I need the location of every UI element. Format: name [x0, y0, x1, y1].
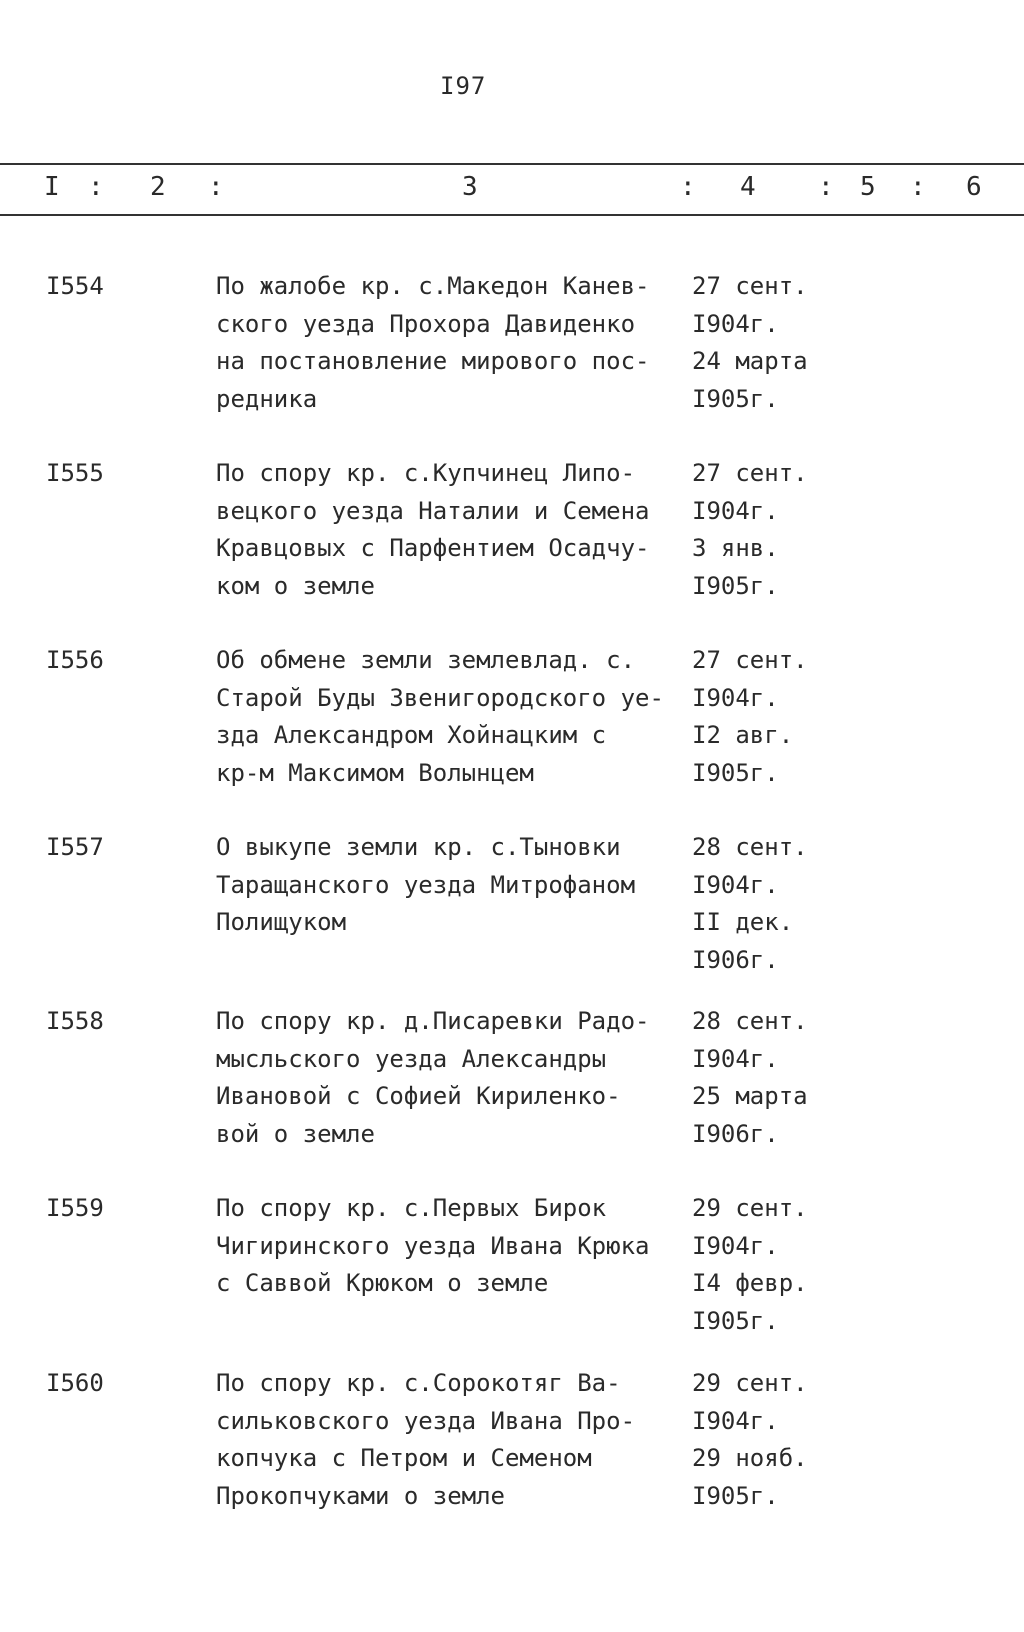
column-header-1: I	[44, 172, 60, 202]
description-line: Старой Буды Звенигородского уе-	[216, 683, 664, 712]
column-separator: :	[88, 172, 104, 202]
description-line: Полищуком	[216, 908, 347, 936]
record-description	[216, 829, 686, 942]
record-number: I555	[46, 459, 104, 487]
record-number: I558	[46, 1007, 104, 1035]
description-line: Таращанского уезда Митрофаном	[216, 870, 636, 899]
column-separator: :	[680, 172, 696, 202]
date-end-day: I4 февр.	[692, 1269, 808, 1297]
column-header-2: 2	[150, 172, 166, 202]
record-number: I554	[46, 272, 104, 300]
description-line: копчука с Петром и Семеном	[216, 1444, 592, 1472]
record-description	[216, 455, 686, 605]
date-end-day: 3 янв.	[692, 534, 779, 562]
record-number: I559	[46, 1194, 104, 1222]
description-line: на постановление мирового пос-	[216, 347, 650, 375]
date-start-day: 28 сент.	[692, 1007, 808, 1035]
description-line: сильковского уезда Ивана Про-	[216, 1406, 636, 1435]
date-start-year: I904г.	[692, 683, 779, 712]
description-line: О выкупе земли кр. с.Тыновки	[216, 833, 621, 861]
date-end-day: 25 марта	[692, 1082, 808, 1110]
column-separator: :	[818, 172, 834, 202]
date-start-day: 29 сент.	[692, 1194, 808, 1222]
date-end-day: I2 авг.	[692, 721, 794, 749]
header-bottom-rule	[0, 214, 1024, 216]
description-line: редника	[216, 384, 318, 413]
column-header-5: 5	[860, 172, 876, 202]
date-start-year: I904г.	[692, 870, 779, 899]
header-top-rule	[0, 163, 1024, 165]
column-separator: :	[910, 172, 926, 202]
record-number: I560	[46, 1369, 104, 1397]
description-line: По спору кр. д.Писаревки Радо-	[216, 1007, 650, 1035]
description-line: ского уезда Прохора Давиденко	[216, 309, 636, 338]
description-line: Кравцовых с Парфентием Осадчу-	[216, 534, 650, 562]
record-dates	[692, 829, 832, 979]
date-end-year: I905г.	[692, 571, 779, 600]
date-end-year: I905г.	[692, 758, 779, 787]
page-number: I97	[440, 72, 487, 100]
date-start-day: 28 сент.	[692, 833, 808, 861]
record-description	[216, 268, 686, 418]
record-dates	[692, 455, 832, 605]
date-start-year: I904г.	[692, 1406, 779, 1435]
date-end-year: I905г.	[692, 1481, 779, 1510]
description-line: с Саввой Крюком о земле	[216, 1269, 549, 1297]
description-line: ком о земле	[216, 571, 375, 600]
date-end-year: I905г.	[692, 1306, 779, 1335]
date-start-day: 27 сент.	[692, 646, 808, 674]
description-line: По жалобе кр. с.Македон Канев-	[216, 272, 650, 300]
column-separator: :	[208, 172, 224, 202]
date-start-year: I904г.	[692, 1044, 779, 1073]
date-start-year: I904г.	[692, 309, 779, 338]
description-line: По спору кр. с.Купчинец Липо-	[216, 459, 636, 487]
record-dates	[692, 1365, 832, 1515]
description-line: По спору кр. с.Сорокотяг Ва-	[216, 1369, 621, 1397]
description-line: По спору кр. с.Первых Бирок	[216, 1194, 607, 1222]
column-header-4: 4	[740, 172, 756, 202]
record-dates	[692, 642, 832, 792]
description-line: вой о земле	[216, 1119, 375, 1148]
description-line: зда Александром Хойнацким с	[216, 721, 607, 749]
record-description	[216, 1365, 686, 1515]
column-header-6: 6	[966, 172, 982, 202]
description-line: Ивановой с Софией Кириленко-	[216, 1082, 621, 1110]
date-end-year: I905г.	[692, 384, 779, 413]
column-header-3: 3	[462, 172, 478, 202]
record-description	[216, 1190, 686, 1303]
date-start-day: 27 сент.	[692, 459, 808, 487]
record-description	[216, 642, 686, 792]
date-start-day: 27 сент.	[692, 272, 808, 300]
description-line: вецкого уезда Наталии и Семена	[216, 496, 650, 525]
record-dates	[692, 268, 832, 418]
date-end-day: 29 нояб.	[692, 1444, 808, 1472]
record-description	[216, 1003, 686, 1153]
record-number: I556	[46, 646, 104, 674]
date-end-year: I906г.	[692, 945, 779, 974]
record-dates	[692, 1190, 832, 1340]
description-line: кр-м Максимом Волынцем	[216, 758, 534, 787]
date-start-day: 29 сент.	[692, 1369, 808, 1397]
description-line: Об обмене земли землевлад. с.	[216, 646, 636, 674]
description-line: мысльского уезда Александры	[216, 1044, 607, 1073]
date-end-year: I906г.	[692, 1119, 779, 1148]
record-dates	[692, 1003, 832, 1153]
record-number: I557	[46, 833, 104, 861]
description-line: Чигиринского уезда Ивана Крюка	[216, 1231, 650, 1260]
date-end-day: II дек.	[692, 908, 794, 936]
column-header-row	[0, 172, 1024, 206]
description-line: Прокопчуками о земле	[216, 1481, 505, 1510]
date-start-year: I904г.	[692, 496, 779, 525]
date-end-day: 24 марта	[692, 347, 808, 375]
date-start-year: I904г.	[692, 1231, 779, 1260]
